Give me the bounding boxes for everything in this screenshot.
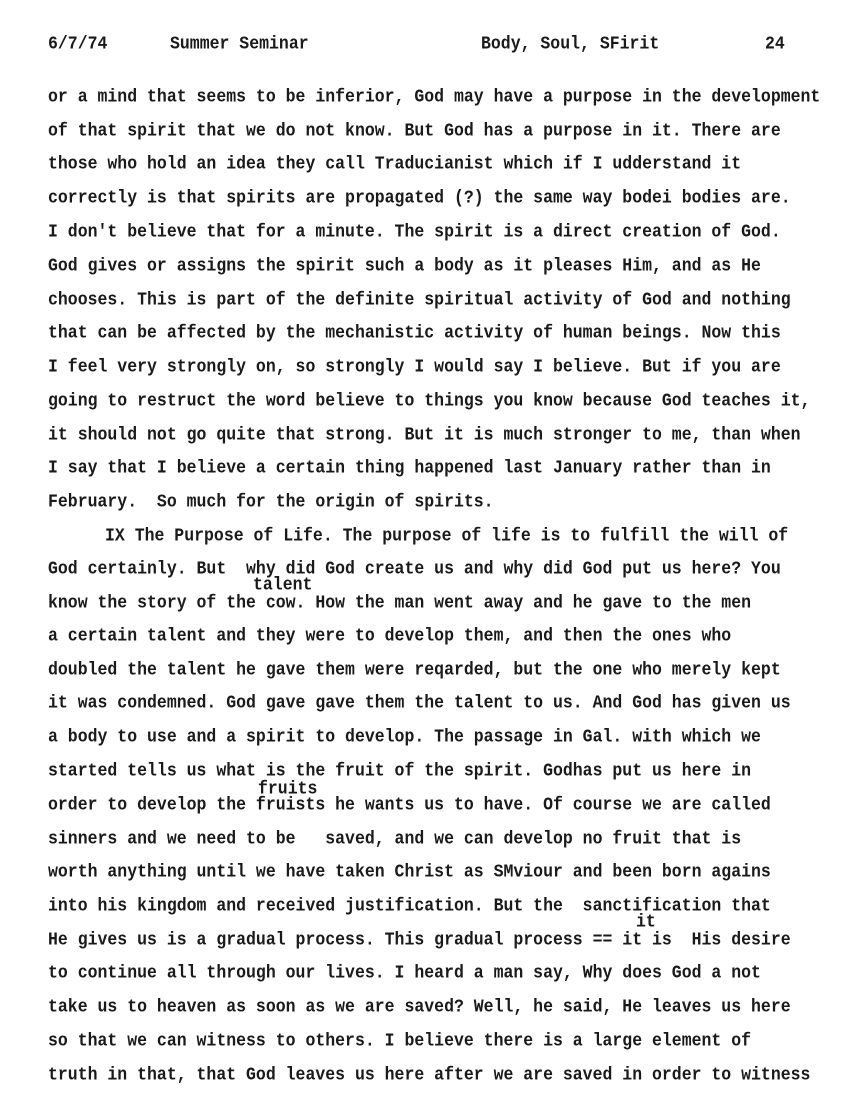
text-line: He gives us is a gradual process. This gradual process == it is His desire [48, 928, 791, 951]
text-line: started tells us what is the fruit of the spirit. Godhas put us here in [48, 759, 752, 782]
text-line: or a mind that seems to be inferior, God may have a purpose in the development [48, 85, 821, 108]
text-line: IX The Purpose of Life. The purpose of life is to fulfill the will of [105, 524, 789, 547]
text-line: going to restruct the word believe to things you know because God teaches it, [48, 389, 811, 412]
text-line: to continue all through our lives. I heard a man say, Why does God a not [48, 961, 761, 984]
text-line: worth anything until we have taken Christ as SMviour and been born agains [48, 860, 771, 883]
header-topic: Body, Soul, SFirit [481, 32, 660, 55]
text-line: take us to heaven as soon as we are saved? Well, he said, He leaves us here [48, 995, 791, 1018]
text-line: order to develop the fruists he wants us to have. Of course we are called [48, 793, 771, 816]
text-line: correctly is that spirits are propagated (?) the same way bodei bodies are. [48, 186, 791, 209]
text-line: sinners and we need to be saved, and we can develop no fruit that is [48, 827, 742, 850]
text-line: into his kingdom and received justification. But the sanctification that [48, 894, 771, 917]
text-line: that can be affected by the mechanistic activity of human beings. Now this [48, 321, 781, 344]
header-date: 6/7/74 [48, 32, 108, 55]
text-line: it should not go quite that strong. But it is much stronger to me, than when [48, 423, 801, 446]
text-line: truth in that, that God leaves us here after we are saved in order to witness [48, 1063, 811, 1086]
text-line: God certainly. But why did God create us and why did God put us here? You [48, 557, 781, 580]
text-line: a body to use and a spirit to develop. The passage in Gal. with which we [48, 725, 761, 748]
page-number: 24 [765, 32, 785, 55]
text-line: so that we can witness to others. I believe there is a large element of [48, 1029, 752, 1052]
text-line: know the story of the cow. How the man went away and he gave to the men [48, 591, 752, 614]
text-line: I say that I believe a certain thing happened last January rather than in [48, 456, 771, 479]
handwritten-insertion-fruits: fruits [258, 777, 318, 800]
text-line: I don't believe that for a minute. The spirit is a direct creation of God. [48, 220, 781, 243]
text-line: a certain talent and they were to develop them, and then the ones who [48, 624, 732, 647]
header-series: Summer Seminar [170, 32, 309, 55]
text-line: those who hold an idea they call Traducianist which if I udderstand it [48, 152, 742, 175]
handwritten-insertion-it: it [636, 910, 656, 933]
text-line: God gives or assigns the spirit such a body as it pleases Him, and as He [48, 254, 761, 277]
text-line: chooses. This is part of the definite spiritual activity of God and nothing [48, 288, 791, 311]
text-line: it was condemned. God gave gave them the talent to us. And God has given us [48, 691, 791, 714]
text-line: of that spirit that we do not know. But God has a purpose in it. There are [48, 119, 781, 142]
text-line: February. So much for the origin of spirits. [48, 490, 494, 513]
handwritten-insertion-talent: talent [253, 573, 313, 596]
text-line: I feel very strongly on, so strongly I would say I believe. But if you are [48, 355, 781, 378]
text-line: doubled the talent he gave them were reqarded, but the one who merely kept [48, 658, 781, 681]
